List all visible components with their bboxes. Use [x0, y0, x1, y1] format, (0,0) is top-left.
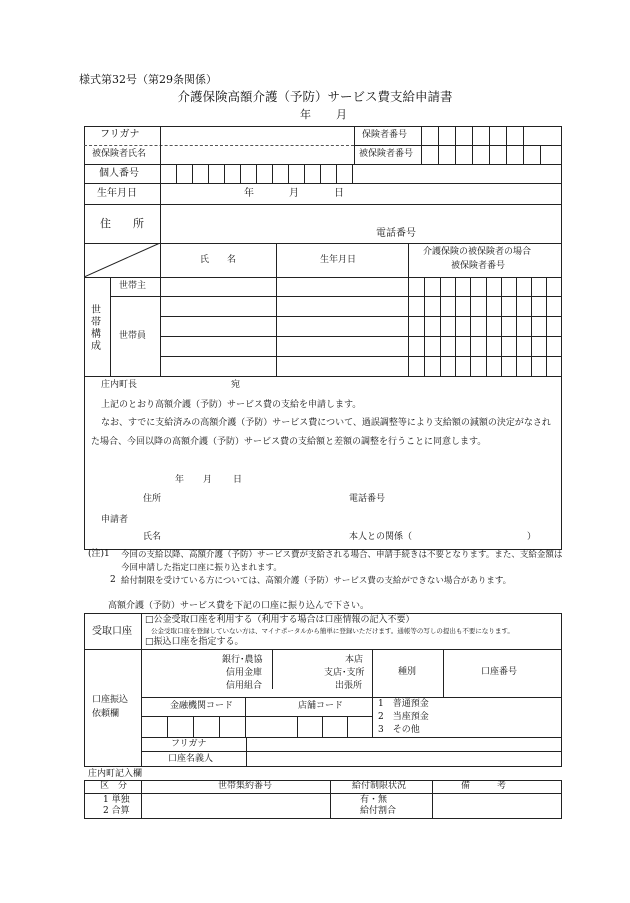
birth-month: 月 [289, 188, 299, 199]
household-head-label: 世帯主 [119, 281, 147, 291]
holder-furigana-label: フリガナ [171, 739, 207, 749]
note-2-text: 給付制限を受けている方については、高額介護（予防）サービス費の支給ができない場合があります。 [121, 576, 512, 586]
branch-code-label: 店舗コード [298, 701, 344, 711]
bank-type-3: 信用組合 [226, 681, 263, 691]
application-para-1: 上記のとおり高額介護（予防）サービス費の支給を申請します。 [101, 400, 362, 410]
account-type-1: 1 普通預金 [378, 699, 429, 709]
apply-day: 日 [233, 475, 243, 485]
note-2-label: 2 [110, 575, 116, 585]
form-date: 年 月 [300, 108, 348, 121]
office-col-household-no: 世帯集約番号 [218, 781, 273, 791]
branch-type-2: 支店･支所 [324, 668, 365, 678]
household-insured-header-2: 被保険者番号 [451, 261, 506, 271]
household-birth-header: 生年月日 [320, 255, 357, 265]
transfer-account-option[interactable]: □振込口座を指定する。 [145, 637, 244, 647]
apply-year: 年 [175, 475, 185, 485]
household-side-3: 構 [91, 329, 101, 340]
office-col-limit: 給付制限状況 [352, 781, 407, 791]
applicant-relation-close: ） [527, 532, 537, 542]
branch-type-1: 本店 [345, 655, 364, 665]
household-side-2: 帯 [91, 317, 101, 328]
birth-day: 日 [334, 188, 344, 199]
account-type-2: 2 当座預金 [378, 712, 429, 722]
household-member-label: 世帯員 [119, 331, 147, 341]
public-account-option[interactable]: □公金受取口座を利用する（利用する場合は口座情報の記入不要） [145, 615, 415, 625]
diagonal-line [84, 243, 161, 278]
office-limit-ratio: 給付割合 [360, 806, 397, 816]
applicant-label: 申請者 [101, 515, 129, 525]
transfer-label-2: 依頼欄 [92, 709, 120, 719]
account-number-label: 口座番号 [481, 667, 518, 677]
office-col-category: 区 分 [100, 781, 128, 791]
form-number: 様式第32号（第29条関係） [79, 73, 217, 86]
office-col-remarks: 備 考 [461, 781, 507, 791]
office-row-single: 1 単独 [103, 795, 130, 805]
account-holder-label: 口座名義人 [168, 754, 214, 764]
insurer-number-label: 保険者番号 [362, 130, 408, 140]
receive-account-label: 受取口座 [92, 626, 132, 637]
household-side-4: 成 [91, 341, 101, 352]
application-para-2: なお、すでに支給済みの高額介護（予防）サービス費について、過誤調整等により支給額の減額の決定がなされた場合、今回以降の高額介護（予防）サービス費の支給額と差額の調整を行うことに同意します。 [91, 418, 551, 447]
account-type-3: 3 その他 [378, 725, 420, 735]
apply-month: 月 [203, 475, 213, 485]
public-account-note: 公金受取口座を登録していない方は、マイナポータルから簡単に登録いただけます。通帳等の写しの提出も不要になります。 [151, 627, 514, 635]
addressee-suffix: 宛 [231, 380, 241, 390]
bank-type-1: 銀行･農協 [222, 655, 263, 665]
applicant-address-label: 住所 [143, 494, 162, 504]
birthdate-label: 生年月日 [97, 188, 137, 199]
address-label: 住 所 [100, 217, 144, 230]
birth-year: 年 [244, 188, 254, 199]
note-1-label: (注)1 [88, 549, 110, 559]
office-row-combined: 2 合算 [103, 806, 130, 816]
household-insured-header-1: 介護保険の被保険者の場合 [423, 247, 532, 257]
fi-code-label: 金融機関コード [170, 701, 234, 711]
account-kind-label: 種別 [398, 667, 417, 677]
personal-number-label: 個人番号 [99, 168, 139, 179]
insured-name-label: 被保険者氏名 [92, 149, 147, 159]
branch-type-3: 出張所 [335, 681, 363, 691]
transfer-label-1: 口座振込 [92, 695, 129, 705]
household-name-header: 氏 名 [200, 255, 237, 265]
bank-type-2: 信用金庫 [226, 668, 263, 678]
office-limit-yes-no: 有・無 [360, 795, 388, 805]
addressee: 庄内町長 [101, 380, 138, 390]
household-side-1: 世 [91, 305, 101, 316]
applicant-name-label: 氏名 [143, 532, 162, 542]
transfer-instruction: 高額介護（予防）サービス費を下記の口座に振り込んで下さい。 [108, 601, 370, 611]
applicant-phone-label: 電話番号 [349, 494, 386, 504]
note-1-text: 今回の支給以降、高額介護（予防）サービス費が支給される場合、申請手続きは不要となります。また、支給金額は今回申請した指定口座に振り込まれます。 [121, 550, 563, 573]
form-title: 介護保険高額介護（予防）サービス費支給申請書 [177, 89, 453, 104]
insured-number-label: 被保険者番号 [359, 149, 414, 159]
applicant-relation-label: 本人との関係（ [349, 532, 413, 542]
phone-label: 電話番号 [376, 228, 416, 239]
office-use-title: 庄内町記入欄 [88, 769, 143, 779]
furigana-label: フリガナ [100, 129, 140, 140]
